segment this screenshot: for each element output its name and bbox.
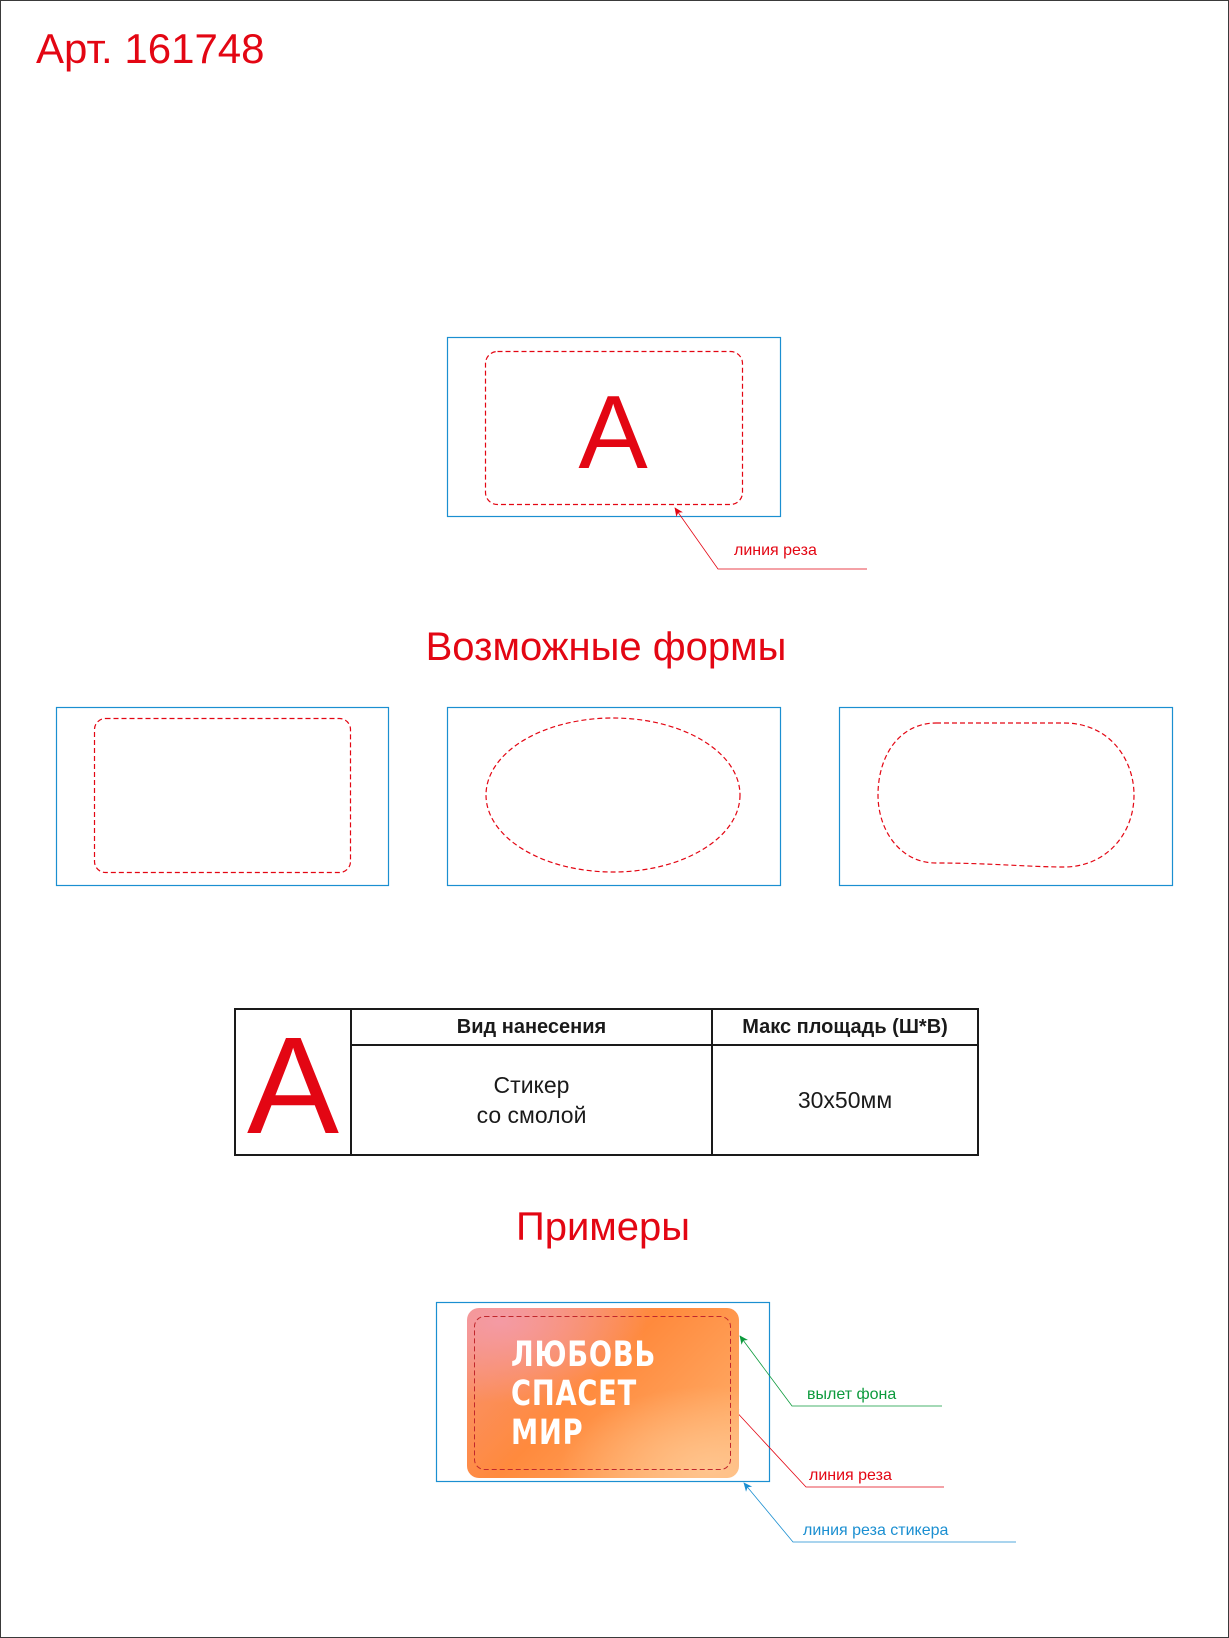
slogan-line-1: ЛЮБОВЬ xyxy=(511,1335,657,1375)
zone-a-letter: A xyxy=(578,375,648,491)
shape-rounded-rectangle xyxy=(57,708,389,886)
example-callouts xyxy=(731,1336,1016,1542)
example-cut-line-label: линия реза xyxy=(809,1467,892,1484)
cell-max-area: 30х50мм xyxy=(712,1045,978,1155)
cut-line-label: линия реза xyxy=(734,542,817,559)
spec-table xyxy=(234,1008,979,1163)
slogan-line-3: МИР xyxy=(511,1413,584,1453)
header-application-type: Вид нанесения xyxy=(351,1009,712,1045)
header-max-area: Макс площадь (Ш*В) xyxy=(712,1009,978,1045)
sticker-slogan xyxy=(511,1336,656,1453)
method-line-1: Стикер xyxy=(493,1072,570,1098)
sticker-cut-line-label: линия реза стикера xyxy=(803,1522,949,1539)
possible-shapes-title: Возможные формы xyxy=(425,625,787,669)
shape-ellipse xyxy=(448,708,781,886)
bleed-label: вылет фона xyxy=(807,1386,897,1403)
zone-a-print-area xyxy=(448,338,781,517)
spec-zone-letter: A xyxy=(246,1009,340,1163)
spec-zone-cell xyxy=(235,1009,351,1163)
cell-application-method xyxy=(351,1045,712,1155)
example-sticker xyxy=(467,1308,739,1478)
article-number: Арт. 161748 xyxy=(36,25,265,72)
examples-title: Примеры xyxy=(515,1205,691,1249)
slogan-line-2: СПАСЕТ xyxy=(511,1374,638,1414)
shape-capsule xyxy=(840,708,1173,886)
method-line-2: со смолой xyxy=(476,1102,587,1128)
